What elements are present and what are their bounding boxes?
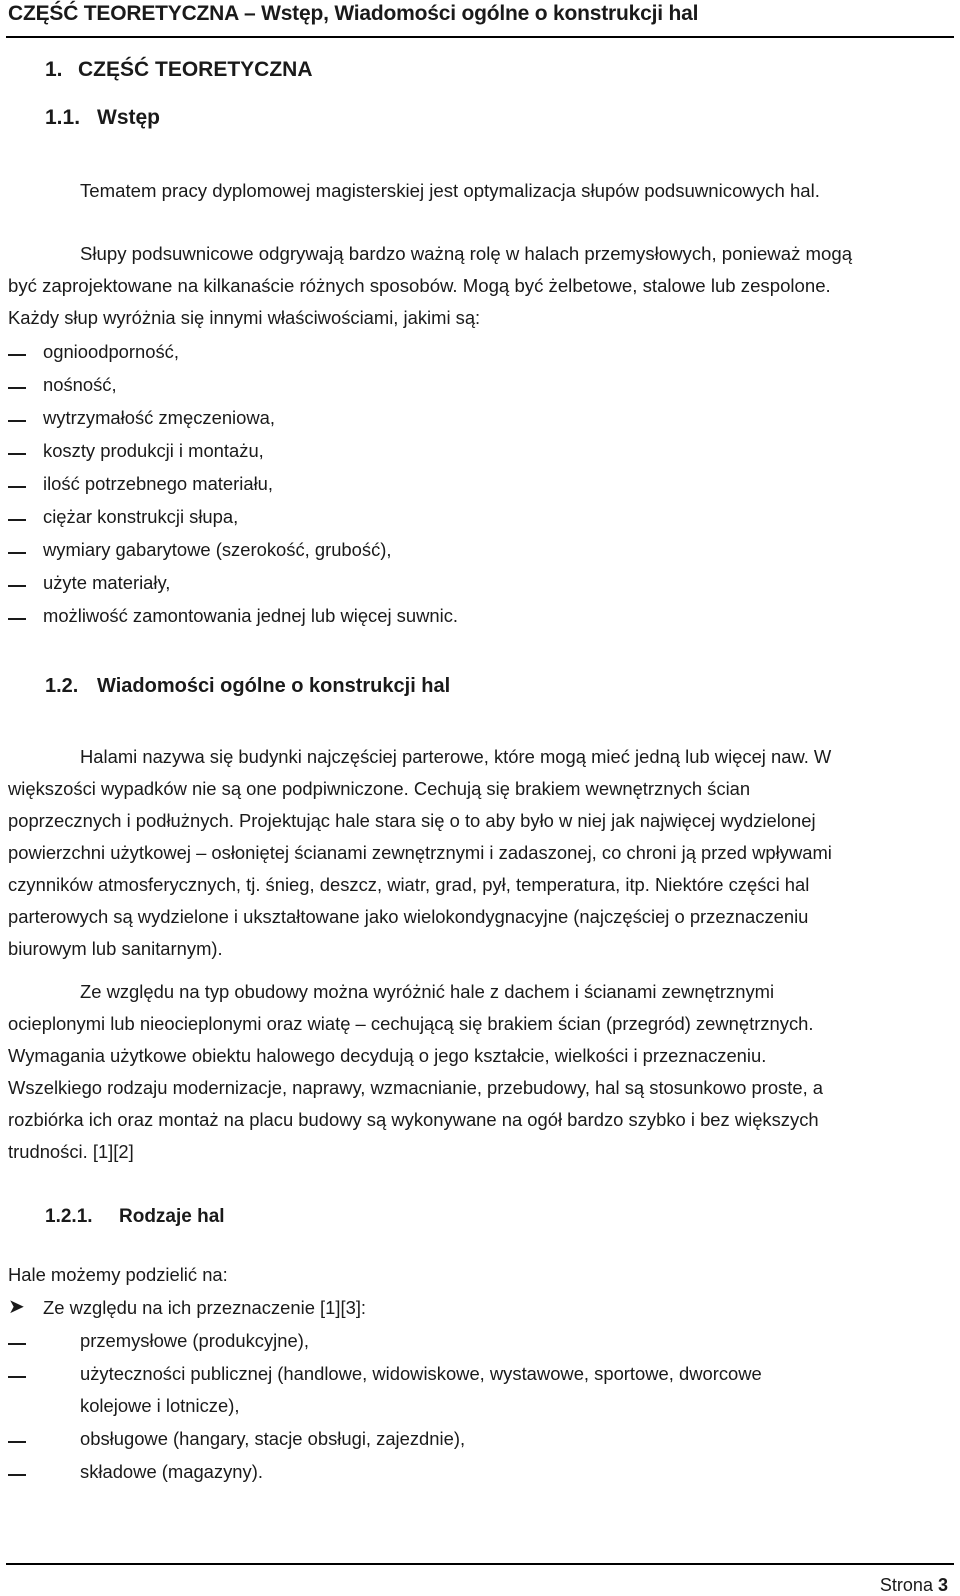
dash-bullet bbox=[8, 453, 26, 455]
heading-section-1-1 bbox=[45, 106, 160, 130]
heading-section-1 bbox=[45, 58, 313, 82]
dash-bullet bbox=[8, 387, 26, 389]
paragraph-line: ocieplonymi lub nieocieplonymi oraz wiatę – cechującą się brakiem ścian (przegród) zewnętrznych. bbox=[8, 1013, 814, 1034]
dash-bullet bbox=[8, 1343, 26, 1345]
dash-bullet bbox=[8, 618, 26, 620]
list-item: użyte materiały, bbox=[43, 572, 171, 593]
paragraph-line: Wymagania użytkowe obiektu halowego decydują o jego kształcie, wielkości i przeznaczeniu. bbox=[8, 1045, 767, 1066]
dash-bullet bbox=[8, 1376, 26, 1378]
heading-section-1-2 bbox=[45, 675, 450, 698]
paragraph-line: większości wypadków nie są one podpiwniczone. Cechują się brakiem wewnętrznych ścian bbox=[8, 778, 751, 799]
dash-bullet bbox=[8, 1441, 26, 1443]
list-item: koszty produkcji i montażu, bbox=[43, 440, 264, 461]
heading-title: Wstęp bbox=[97, 106, 160, 129]
paragraph-line: czynników atmosferycznych, tj. śnieg, deszcz, wiatr, grad, pył, temperatura, itp. Niektóre części hal bbox=[8, 874, 810, 895]
paragraph-line: poprzecznych i podłużnych. Projektując hale stara się o to aby było w niej jak najwięcej wydzielonej bbox=[8, 810, 816, 831]
paragraph-line: być zaprojektowane na kilkanaście różnych sposobów. Mogą być żelbetowe, stalowe lub zespolone. bbox=[8, 275, 831, 296]
heading-number: 1.1. bbox=[45, 106, 81, 129]
dash-bullet bbox=[8, 519, 26, 521]
paragraph-line: trudności. [1][2] bbox=[8, 1141, 134, 1162]
running-header: CZĘŚĆ TEORETYCZNA – Wstęp, Wiadomości ogólne o konstrukcji hal bbox=[8, 2, 699, 25]
dash-bullet bbox=[8, 585, 26, 587]
list-item: ciężar konstrukcji słupa, bbox=[43, 506, 239, 527]
list-item: ognioodporność, bbox=[43, 341, 179, 362]
heading-number: 1.2. bbox=[45, 675, 79, 697]
heading-section-1-2-1 bbox=[45, 1206, 225, 1228]
list-item: nośność, bbox=[43, 374, 117, 395]
dash-bullet bbox=[8, 1474, 26, 1476]
paragraph-line: Wszelkiego rodzaju modernizacje, naprawy, wzmacnianie, przebudowy, hal są stosunkowo proste, a bbox=[8, 1077, 824, 1098]
heading-title: Rodzaje hal bbox=[119, 1206, 225, 1227]
paragraph-line: parterowych są wydzielone i ukształtowane jako wielokondygnacyjne (najczęściej o przeznaczeniu bbox=[8, 906, 809, 927]
heading-number: 1. bbox=[45, 58, 63, 81]
list-intro: Hale możemy podzielić na: bbox=[8, 1264, 228, 1285]
arrowhead-bullet-icon: ➤ bbox=[8, 1296, 25, 1318]
list-item: obsługowe (hangary, stacje obsługi, zajezdnie), bbox=[80, 1428, 466, 1449]
paragraph-line: Słupy podsuwnicowe odgrywają bardzo ważną rolę w halach przemysłowych, ponieważ mogą bbox=[80, 243, 853, 264]
page-number bbox=[880, 1575, 948, 1596]
page-label: Strona bbox=[879, 1575, 933, 1595]
dash-bullet bbox=[8, 420, 26, 422]
heading-number: 1.2.1. bbox=[45, 1206, 93, 1227]
dash-bullet bbox=[8, 486, 26, 488]
list-item: wytrzymałość zmęczeniowa, bbox=[43, 407, 275, 428]
footer-divider bbox=[6, 1563, 954, 1565]
list-item: przemysłowe (produkcyjne), bbox=[80, 1330, 309, 1351]
list-item: możliwość zamontowania jednej lub więcej suwnic. bbox=[43, 605, 459, 626]
paragraph-line: powierzchni użytkowej – osłoniętej ścianami zewnętrznymi i zadaszonej, co chroni ją przed wpływami bbox=[8, 842, 832, 863]
intro-paragraph: Tematem pracy dyplomowej magisterskiej jest optymalizacja słupów podsuwnicowych hal. bbox=[80, 180, 820, 201]
paragraph-line: Każdy słup wyróżnia się innymi właściwościami, jakimi są: bbox=[8, 307, 481, 328]
list-item: ilość potrzebnego materiału, bbox=[43, 473, 274, 494]
dash-bullet bbox=[8, 552, 26, 554]
list-item: składowe (magazyny). bbox=[80, 1461, 263, 1482]
heading-title: CZĘŚĆ TEORETYCZNA bbox=[78, 58, 313, 81]
heading-title: Wiadomości ogólne o konstrukcji hal bbox=[97, 675, 451, 697]
paragraph-line: biurowym lub sanitarnym). bbox=[8, 938, 223, 959]
list-item: wymiary gabarytowe (szerokość, grubość), bbox=[43, 539, 392, 560]
list-item: użyteczności publicznej (handlowe, widowiskowe, wystawowe, sportowe, dworcowe bbox=[80, 1363, 762, 1384]
paragraph-line: Ze względu na typ obudowy można wyróżnić hale z dachem i ścianami zewnętrznymi bbox=[80, 981, 775, 1002]
list-item-continuation: kolejowe i lotnicze), bbox=[80, 1395, 240, 1416]
paragraph-line: rozbiórka ich oraz montaż na placu budowy są wykonywane na ogół bardzo szybko i bez większych bbox=[8, 1109, 819, 1130]
group-label: Ze względu na ich przeznaczenie [1][3]: bbox=[43, 1297, 367, 1318]
page-number-value: 3 bbox=[937, 1575, 948, 1595]
dash-bullet bbox=[8, 354, 26, 356]
header-divider bbox=[6, 36, 954, 38]
paragraph-line: Halami nazywa się budynki najczęściej parterowe, które mogą mieć jedną lub więcej naw. W bbox=[80, 746, 832, 767]
